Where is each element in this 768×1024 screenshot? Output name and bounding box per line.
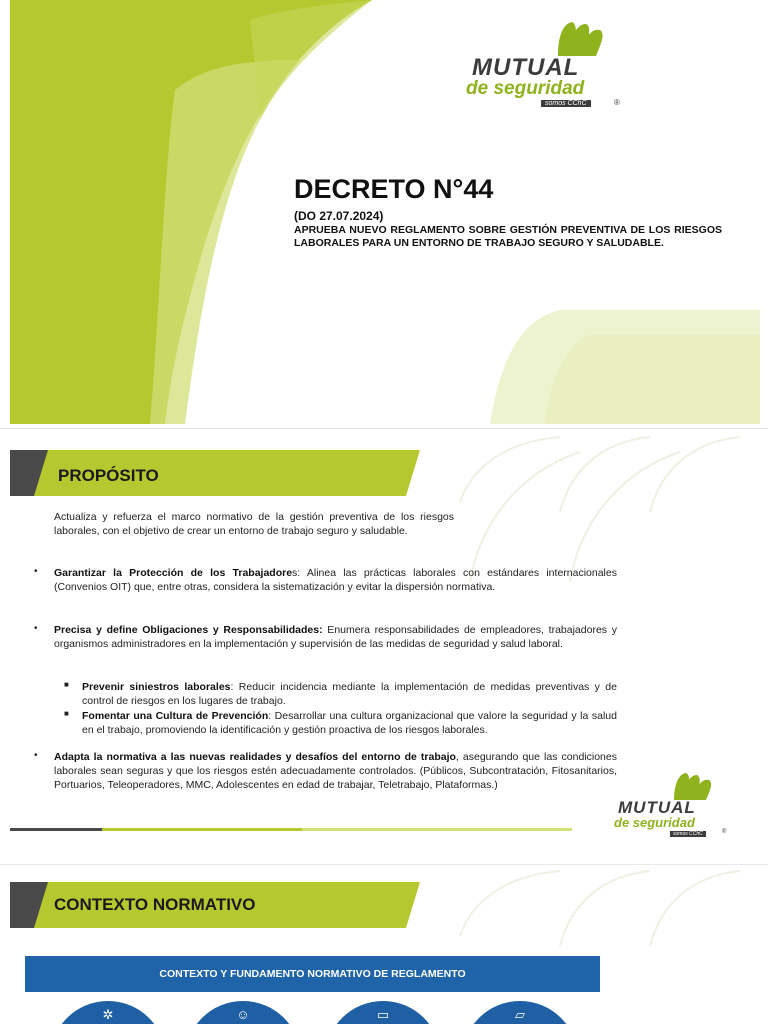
bullet-dot: •	[34, 566, 38, 577]
bullet-2-text: Enumera responsabilidades de empleadores, trabajadores y organismos administradores en la implementación y supervisión de las medidas de seguridad y salud laboral.	[54, 624, 617, 650]
slide-proposito	[0, 432, 768, 862]
bullet-3-bold: Adapta la normativa a las nuevas realidades y desafíos del entorno de trabajo	[54, 751, 456, 763]
subbullet-1-bold: Prevenir siniestros laborales	[82, 681, 231, 693]
bullet-3-text: , asegurando que las condiciones laborales sean seguras y que los riesgos estén adecuadamente controlados. (Públicos, Subcontratación, Fitosanitarios, Portuarios, Teleoperadores, MMC, Adolescentes en edad de trabajar, Teletrabajo, Plataformas.)	[54, 751, 617, 791]
mutual-logo-small	[612, 770, 732, 840]
logo-m-mark-icon	[466, 18, 626, 58]
logo-line1: MUTUAL	[618, 798, 696, 817]
bullet-1-text: s: Alinea las prácticas laborales con estándares internacionales (Convenios OIT) que, entre otras, considera la sistematización y evitar la dispersión normativa.	[54, 567, 617, 593]
subbullet-item-2	[82, 709, 617, 737]
subbullet-square: ■	[64, 709, 69, 718]
person-icon: ☺	[236, 1007, 250, 1022]
logo-line1: MUTUAL	[472, 54, 580, 81]
subbullet-2-bold: Fomentar una Cultura de Prevención	[82, 710, 269, 722]
slide-divider	[0, 864, 768, 865]
logo-line2: de seguridad	[614, 815, 695, 830]
network-icon: ✲	[102, 1007, 114, 1022]
bullet-item-2	[54, 623, 617, 651]
logo-tag: somos CChC	[670, 831, 706, 837]
logo-tag: somos CChC	[541, 100, 591, 107]
bullet-item-3	[54, 750, 617, 792]
section-title-contexto: CONTEXTO NORMATIVO	[54, 895, 256, 914]
context-banner: CONTEXTO Y FUNDAMENTO NORMATIVO DE REGLAMENTO	[25, 956, 600, 992]
decree-date: (DO 27.07.2024)	[294, 209, 384, 223]
decree-subtitle: APRUEBA NUEVO REGLAMENTO SOBRE GESTIÓN PREVENTIVA DE LOS RIESGOS LABORALES PARA UN ENTORNO DE TRABAJO SEGURO Y SALUDABLE.	[294, 224, 722, 249]
decree-title: DECRETO N°44	[294, 174, 494, 204]
subbullet-2-text: : Desarrollar una cultura organizacional que valore la seguridad y la salud en el trabajo, promoviendo la identificación y gestión proactiva de los riesgos laborales.	[82, 710, 617, 736]
slide-contexto-normativo	[0, 866, 768, 1024]
subbullet-1-text: : Reducir incidencia mediante la implementación de medidas preventivas y de control de riesgos en los lugares de trabajo.	[82, 681, 617, 707]
logo-reg: ®	[614, 98, 620, 107]
bullet-2-bold: Precisa y define Obligaciones y Responsabilidades:	[54, 624, 323, 636]
bullet-dot: •	[34, 623, 38, 634]
section-title-proposito: PROPÓSITO	[58, 466, 159, 485]
cover-background-shapes	[0, 0, 768, 424]
slide-divider	[0, 428, 768, 429]
logo-reg: ®	[722, 829, 727, 835]
slide-cover	[0, 0, 768, 424]
mutual-logo	[466, 18, 626, 108]
logo-line2: de seguridad	[466, 78, 585, 99]
subbullet-square: ■	[64, 680, 69, 689]
bullet-1-bold: Garantizar la Protección de los Trabajadore	[54, 567, 293, 579]
document-icon: ▭	[376, 1007, 390, 1022]
bullet-dot: •	[34, 750, 38, 761]
bullet-item-1	[54, 566, 617, 594]
folder-icon: ▱	[515, 1007, 525, 1022]
subbullet-item-1	[82, 680, 617, 708]
intro-paragraph: Actualiza y refuerza el marco normativo de la gestión preventiva de los riesgos laborales, con el objetivo de crear un entorno de trabajo seguro y saludable.	[54, 511, 454, 537]
